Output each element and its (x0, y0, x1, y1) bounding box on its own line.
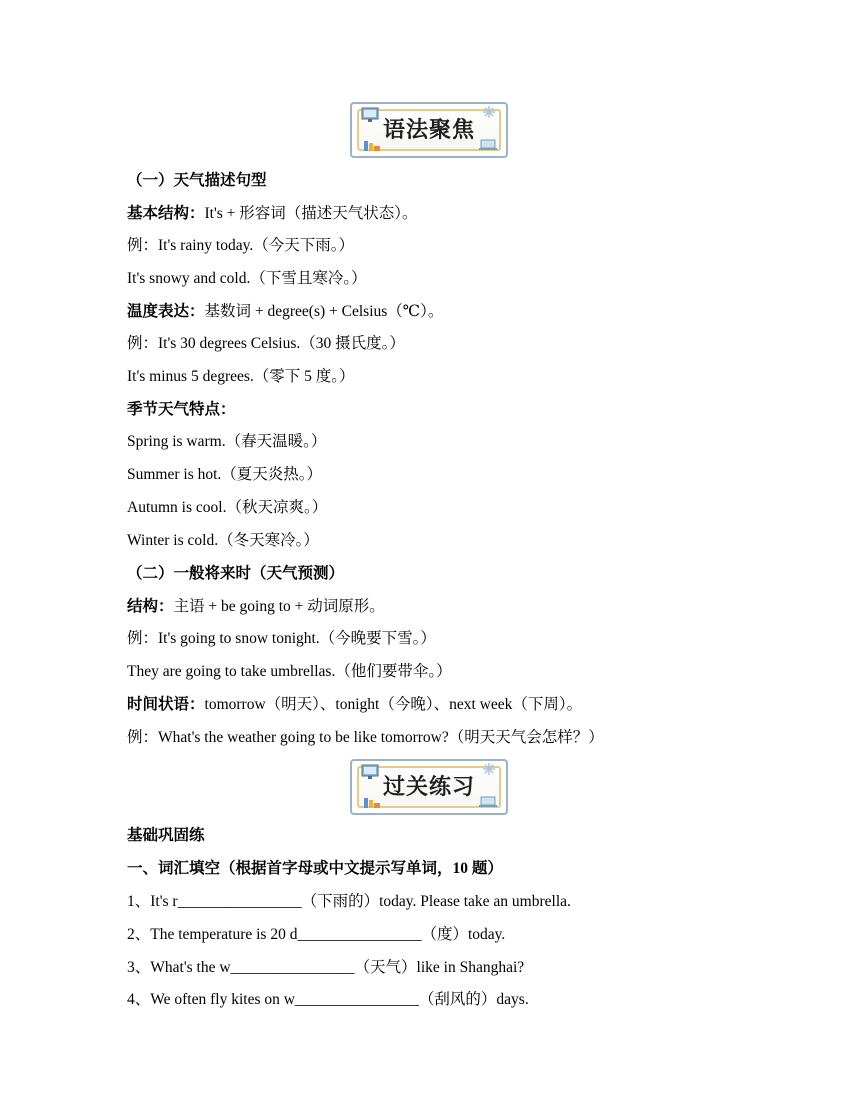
time-adverbial-line (127, 695, 582, 715)
exercise-heading: 一、词汇填空（根据首字母或中文提示写单词，10 题） (127, 860, 503, 877)
example-line: 例：It's going to snow tonight.（今晚要下雪。） (127, 630, 436, 647)
question-item: 4、We often fly kites on w________________（刮风的）days. (127, 991, 529, 1008)
question-item: 1、It's r________________（下雨的）today. Please take an umbrella. (127, 893, 571, 910)
basic-structure-line (127, 204, 418, 224)
section-heading: （二）一般将来时（天气预测） (127, 565, 345, 582)
season-line: Spring is warm.（春天温暖。） (127, 433, 327, 450)
example-line: 例：It's rainy today.（今天下雨。） (127, 237, 354, 254)
temperature-label: 温度表达： (127, 303, 205, 320)
structure-label: 结构： (127, 598, 174, 615)
temperature-line (127, 302, 443, 322)
section-banner-grammar-focus (350, 102, 508, 158)
example-line: It's minus 5 degrees.（零下 5 度。） (127, 368, 355, 385)
section-banner-practice (350, 759, 508, 815)
basic-structure-text: It's + 形容词（描述天气状态）。 (204, 205, 418, 222)
example-line: 例：It's 30 degrees Celsius.（30 摄氏度。） (127, 335, 405, 352)
question-item: 3、What's the w________________（天气）like in Shanghai? (127, 959, 525, 976)
example-line: It's snowy and cold.（下雪且寒冷。） (127, 270, 367, 287)
structure-text: 主语 + be going to + 动词原形。 (173, 598, 385, 615)
season-label: 季节天气特点： (127, 401, 236, 418)
practice-heading: 基础巩固练 (127, 827, 205, 844)
season-line: Winter is cold.（冬天寒冷。） (127, 532, 319, 549)
basic-structure-label: 基本结构： (127, 205, 205, 222)
structure-line (127, 597, 385, 617)
time-adverbial-text: tomorrow（明天）、tonight（今晚）、next week（下周）。 (204, 696, 583, 713)
example-line: 例：What's the weather going to be like tomorrow?（明天天气会怎样？） (127, 729, 604, 746)
season-line: Autumn is cool.（秋天凉爽。） (127, 499, 328, 516)
time-adverbial-label: 时间状语： (127, 696, 205, 713)
season-line: Summer is hot.（夏天炎热。） (127, 466, 323, 483)
section-heading: （一）天气描述句型 (127, 172, 267, 189)
banner-title: 过关练习 (382, 775, 475, 800)
question-item: 2、The temperature is 20 d________________（度）today. (127, 926, 506, 943)
example-line: They are going to take umbrellas.（他们要带伞。） (127, 663, 452, 680)
temperature-text: 基数词 + degree(s) + Celsius（℃）。 (204, 303, 444, 320)
banner-title: 语法聚焦 (382, 118, 475, 143)
